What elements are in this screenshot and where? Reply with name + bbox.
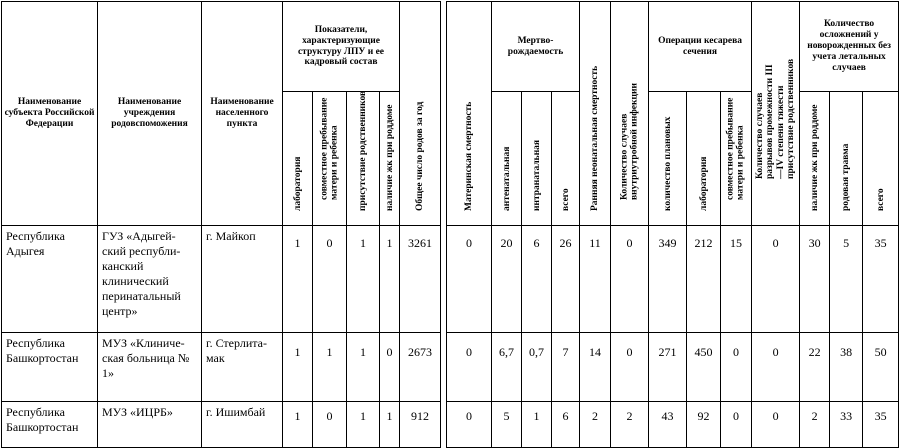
cell-settlement: г. Майкоп [202, 226, 283, 333]
header-joint-stay: совместное пребывание матери и ребенка [313, 92, 347, 226]
cell-relatives: 1 [347, 402, 380, 448]
cell-early-neonatal: 11 [580, 226, 611, 333]
cell-antenatal: 6,7 [492, 333, 522, 402]
cell-total-births: 2673 [400, 333, 441, 402]
cell-joint-stay: 15 [721, 226, 752, 333]
cell-intrauterine-infection: 0 [611, 333, 649, 402]
cell-institution: МУЗ «ИЦРБ» [98, 402, 202, 448]
table-row [447, 402, 899, 448]
cell-icu: 2 [800, 402, 830, 448]
header-settlement: Наименование населенного пункта [202, 2, 283, 226]
cell-planned: 349 [649, 226, 687, 333]
cell-relatives: 1 [347, 333, 380, 402]
cell-region: Республика Башкортостан [2, 402, 98, 448]
cell-birth-trauma: 33 [830, 402, 863, 448]
cell-intranatal: 6 [522, 226, 552, 333]
cell-joint-stay: 0 [721, 402, 752, 448]
cell-region: Республика Адыгея [2, 226, 98, 333]
header-early-neonatal: Ранняя неонатальная смертность [580, 2, 611, 226]
cell-maternal-mortality: 0 [447, 226, 492, 333]
cell-stillbirth-total: 26 [552, 226, 580, 333]
cell-perineal-ruptures: 0 [752, 333, 800, 402]
cell-icu: 30 [800, 226, 830, 333]
cell-antenatal: 5 [492, 402, 522, 448]
header-perineal-ruptures: Количество случаев разрывов промежности III—IV степени тяжести присутствие родственников [752, 2, 800, 226]
header-stillbirth-total: всего [552, 92, 580, 226]
cell-stillbirth-total: 6 [552, 402, 580, 448]
cell-institution: ГУЗ «Адыгей-ский республи-канский клинический перинатальный центр» [98, 226, 202, 333]
cell-perineal-ruptures: 0 [752, 226, 800, 333]
header-relatives: присутствие родственников [347, 92, 380, 226]
cell-institution: МУЗ «Клиниче-ская больница № 1» [98, 333, 202, 402]
header-total-births: Общее число родов за год [400, 2, 441, 226]
cell-birth-trauma: 38 [830, 333, 863, 402]
table-row [447, 333, 899, 402]
header-birth-trauma: родовая травма [830, 92, 863, 226]
cell-joint-stay: 0 [313, 226, 347, 333]
table-row [2, 402, 441, 448]
header-maternal-mortality: Материнская смертность [447, 2, 492, 226]
cell-intranatal: 1 [522, 402, 552, 448]
cell-complications-total: 35 [863, 226, 899, 333]
header-complications-total: всего [863, 92, 899, 226]
cell-total-births: 912 [400, 402, 441, 448]
cell-icu: 1 [380, 402, 400, 448]
cell-complications-total: 35 [863, 402, 899, 448]
header-institution: Наименование учреждения родовспоможения [98, 2, 202, 226]
header-intrauterine-infection: Количество случаев внутриутробной инфекции [611, 2, 649, 226]
header-stillbirth-group: Мертво-рождаемость [492, 2, 580, 92]
header-region: Наименование субъекта Российской Федерации [2, 2, 98, 226]
header-cesarean-group: Операции кесарева сечения [649, 2, 752, 92]
cell-early-neonatal: 14 [580, 333, 611, 402]
header-icu: наличие жк при роддоме [800, 92, 830, 226]
cell-relatives: 1 [347, 226, 380, 333]
cell-intrauterine-infection: 0 [611, 226, 649, 333]
left-table [1, 1, 441, 448]
cell-intrauterine-infection: 2 [611, 402, 649, 448]
header-complications-group: Количество осложнений у новорожденных без учета летальных случаев [800, 2, 899, 92]
cell-complications-total: 50 [863, 333, 899, 402]
cell-laboratory: 1 [283, 402, 313, 448]
cell-joint-stay: 0 [313, 402, 347, 448]
header-icu: наличие жк при роддоме [380, 92, 400, 226]
cell-intranatal: 0,7 [522, 333, 552, 402]
right-table [446, 1, 899, 448]
header-joint-stay: совместное пребывание матери и ребенка [721, 92, 752, 226]
header-planned: количество плановых [649, 92, 687, 226]
cell-birth-trauma: 5 [830, 226, 863, 333]
cell-early-neonatal: 2 [580, 402, 611, 448]
table-row [2, 226, 441, 333]
cell-antenatal: 20 [492, 226, 522, 333]
cell-laboratory: 1 [283, 226, 313, 333]
table-row [2, 333, 441, 402]
header-indicators-group: Показатели, характеризующие структуру ЛПУ и ее кадровый состав [283, 2, 400, 92]
cell-settlement: г. Стерлита-мак [202, 333, 283, 402]
cell-settlement: г. Ишимбай [202, 402, 283, 448]
cell-perineal-ruptures: 0 [752, 402, 800, 448]
cell-planned: 271 [649, 333, 687, 402]
header-intranatal: интранатальная [522, 92, 552, 226]
header-laboratory: лаборатория [283, 92, 313, 226]
cell-region: Республика Башкортостан [2, 333, 98, 402]
cell-stillbirth-total: 7 [552, 333, 580, 402]
cell-icu: 1 [380, 226, 400, 333]
cell-laboratory: 450 [687, 333, 721, 402]
cell-laboratory: 1 [283, 333, 313, 402]
cell-joint-stay: 1 [313, 333, 347, 402]
cell-laboratory: 212 [687, 226, 721, 333]
header-laboratory: лаборатория [687, 92, 721, 226]
table-row [447, 226, 899, 333]
cell-joint-stay: 0 [721, 333, 752, 402]
cell-total-births: 3261 [400, 226, 441, 333]
header-antenatal: антенатальная [492, 92, 522, 226]
cell-maternal-mortality: 0 [447, 333, 492, 402]
cell-icu: 0 [380, 333, 400, 402]
cell-icu: 22 [800, 333, 830, 402]
cell-laboratory: 92 [687, 402, 721, 448]
cell-maternal-mortality: 0 [447, 402, 492, 448]
cell-planned: 43 [649, 402, 687, 448]
